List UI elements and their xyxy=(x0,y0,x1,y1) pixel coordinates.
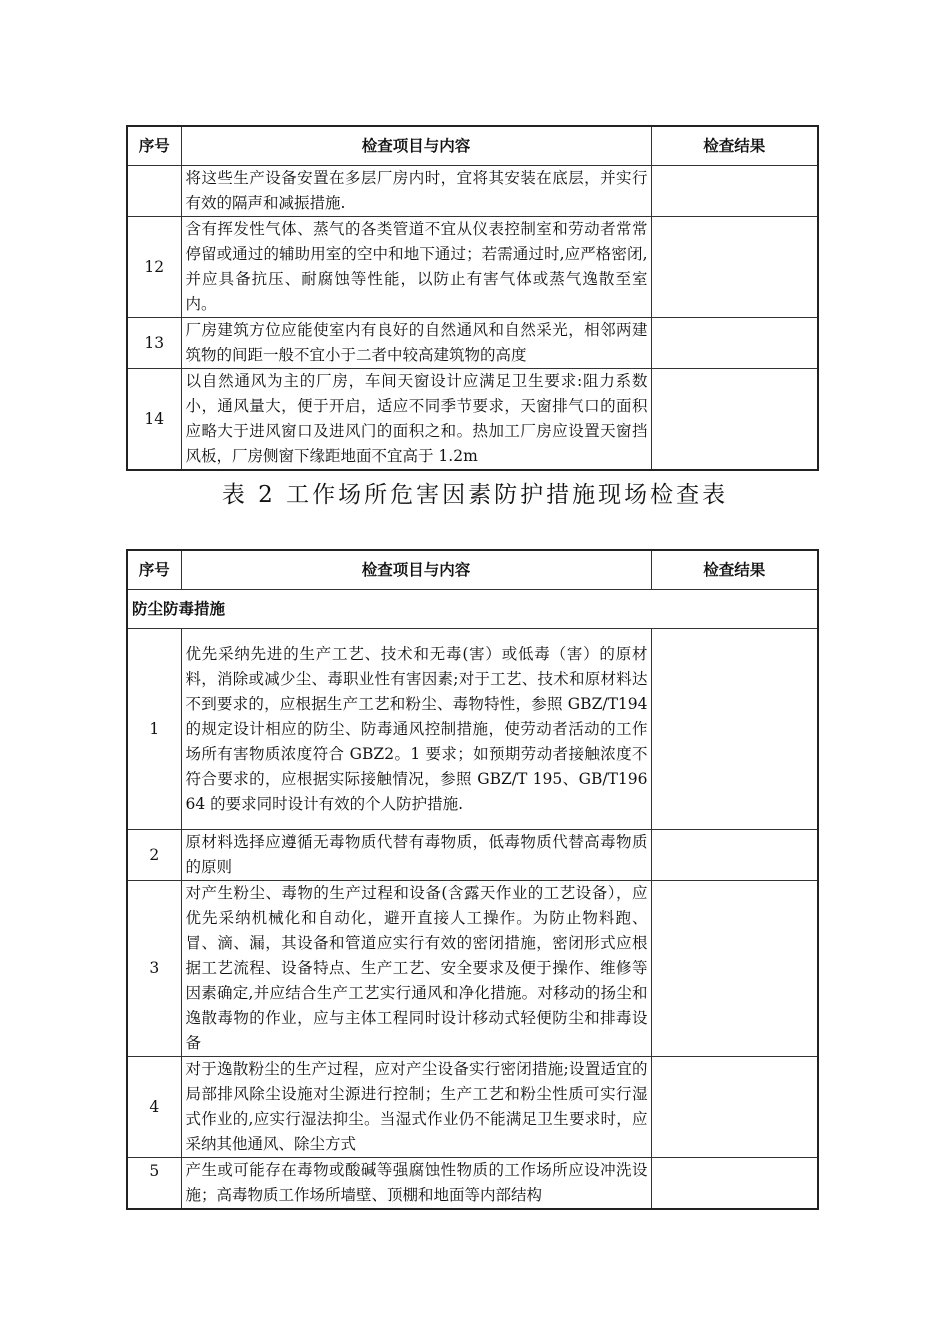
row-number xyxy=(127,166,181,217)
row-content: 含有挥发性气体、蒸气的各类管道不宜从仪表控制室和劳动者常常停留或通过的辅助用室的空中和地下通过；若需通过时,应严格密闭,并应具备抗压、耐腐蚀等性能，以防止有害气体或蒸气逸散至室内。 xyxy=(181,217,651,318)
table-row xyxy=(127,217,818,318)
inspection-table xyxy=(126,549,819,1210)
table-row xyxy=(127,369,818,471)
row-content: 原材料选择应遵循无毒物质代替有毒物质，低毒物质代替高毒物质的原则 xyxy=(181,830,651,881)
row-number: 1 xyxy=(127,629,181,830)
row-number: 5 xyxy=(127,1158,181,1210)
header-no: 序号 xyxy=(127,126,181,166)
row-content: 产生或可能存在毒物或酸碱等强腐蚀性物质的工作场所应设冲洗设施；高毒物质工作场所墙壁、顶棚和地面等内部结构 xyxy=(181,1158,651,1210)
row-number: 2 xyxy=(127,830,181,881)
row-content: 优先采纳先进的生产工艺、技术和无毒(害）或低毒（害）的原材料，消除或减少尘、毒职业性有害因素;对于工艺、技术和原材料达不到要求的，应根据生产工艺和粉尘、毒物特性，参照 GBZ/T194 的规定设计相应的防尘、防毒通风控制措施，使劳动者活动的工作场所有害物质浓度符合 GBZ2。1 要求；如预期劳动者接触浓度不符合要求的，应根据实际接触情况，参照 GBZ/T 195、GB/T19664 的要求同时设计有效的个人防护措施. xyxy=(181,629,651,830)
row-result xyxy=(651,629,818,830)
table-row xyxy=(127,1057,818,1158)
table-row xyxy=(127,318,818,369)
row-content: 厂房建筑方位应能使室内有良好的自然通风和自然采光，相邻两建筑物的间距一般不宜小于二者中较高建筑物的高度 xyxy=(181,318,651,369)
row-number: 12 xyxy=(127,217,181,318)
row-number: 13 xyxy=(127,318,181,369)
row-result xyxy=(651,166,818,217)
row-number: 3 xyxy=(127,881,181,1057)
row-result xyxy=(651,217,818,318)
row-result xyxy=(651,830,818,881)
header-no: 序号 xyxy=(127,550,181,590)
table-header-row xyxy=(127,550,818,590)
header-result: 检查结果 xyxy=(651,550,818,590)
inspection-table-continued xyxy=(126,125,819,471)
section-row xyxy=(127,590,818,629)
table-caption: 表 2 工作场所危害因素防护措施现场检查表 xyxy=(221,482,729,508)
row-content: 以自然通风为主的厂房，车间天窗设计应满足卫生要求:阻力系数小，通风量大，便于开启，适应不同季节要求，天窗排气口的面积应略大于进风窗口及进风门的面积之和。热加工厂房应设置天窗挡风板，厂房侧窗下缘距地面不宜高于 1.2m xyxy=(181,369,651,471)
row-number: 4 xyxy=(127,1057,181,1158)
row-result xyxy=(651,318,818,369)
row-result xyxy=(651,881,818,1057)
row-result xyxy=(651,1158,818,1210)
section-title: 防尘防毒措施 xyxy=(127,590,818,629)
table-row xyxy=(127,166,818,217)
table-row xyxy=(127,881,818,1057)
row-result xyxy=(651,1057,818,1158)
table-row xyxy=(127,629,818,830)
row-content: 将这些生产设备安置在多层厂房内时，宜将其安装在底层，并实行有效的隔声和减振措施. xyxy=(181,166,651,217)
row-result xyxy=(651,369,818,471)
table-row xyxy=(127,830,818,881)
table-header-row xyxy=(127,126,818,166)
table-row xyxy=(127,1158,818,1210)
row-content: 对于逸散粉尘的生产过程，应对产尘设备实行密闭措施;设置适宜的局部排风除尘设施对尘源进行控制；生产工艺和粉尘性质可实行湿式作业的,应实行湿法抑尘。当湿式作业仍不能满足卫生要求时，应采纳其他通风、除尘方式 xyxy=(181,1057,651,1158)
header-result: 检查结果 xyxy=(651,126,818,166)
row-number: 14 xyxy=(127,369,181,471)
header-item: 检查项目与内容 xyxy=(181,550,651,590)
row-content: 对产生粉尘、毒物的生产过程和设备(含露天作业的工艺设备），应优先采纳机械化和自动化，避开直接人工操作。为防止物料跑、冒、滴、漏，其设备和管道应实行有效的密闭措施，密闭形式应根据工艺流程、设备特点、生产工艺、安全要求及便于操作、维修等因素确定,并应结合生产工艺实行通风和净化措施。对移动的扬尘和逸散毒物的作业，应与主体工程同时设计移动式轻便防尘和排毒设备 xyxy=(181,881,651,1057)
header-item: 检查项目与内容 xyxy=(181,126,651,166)
